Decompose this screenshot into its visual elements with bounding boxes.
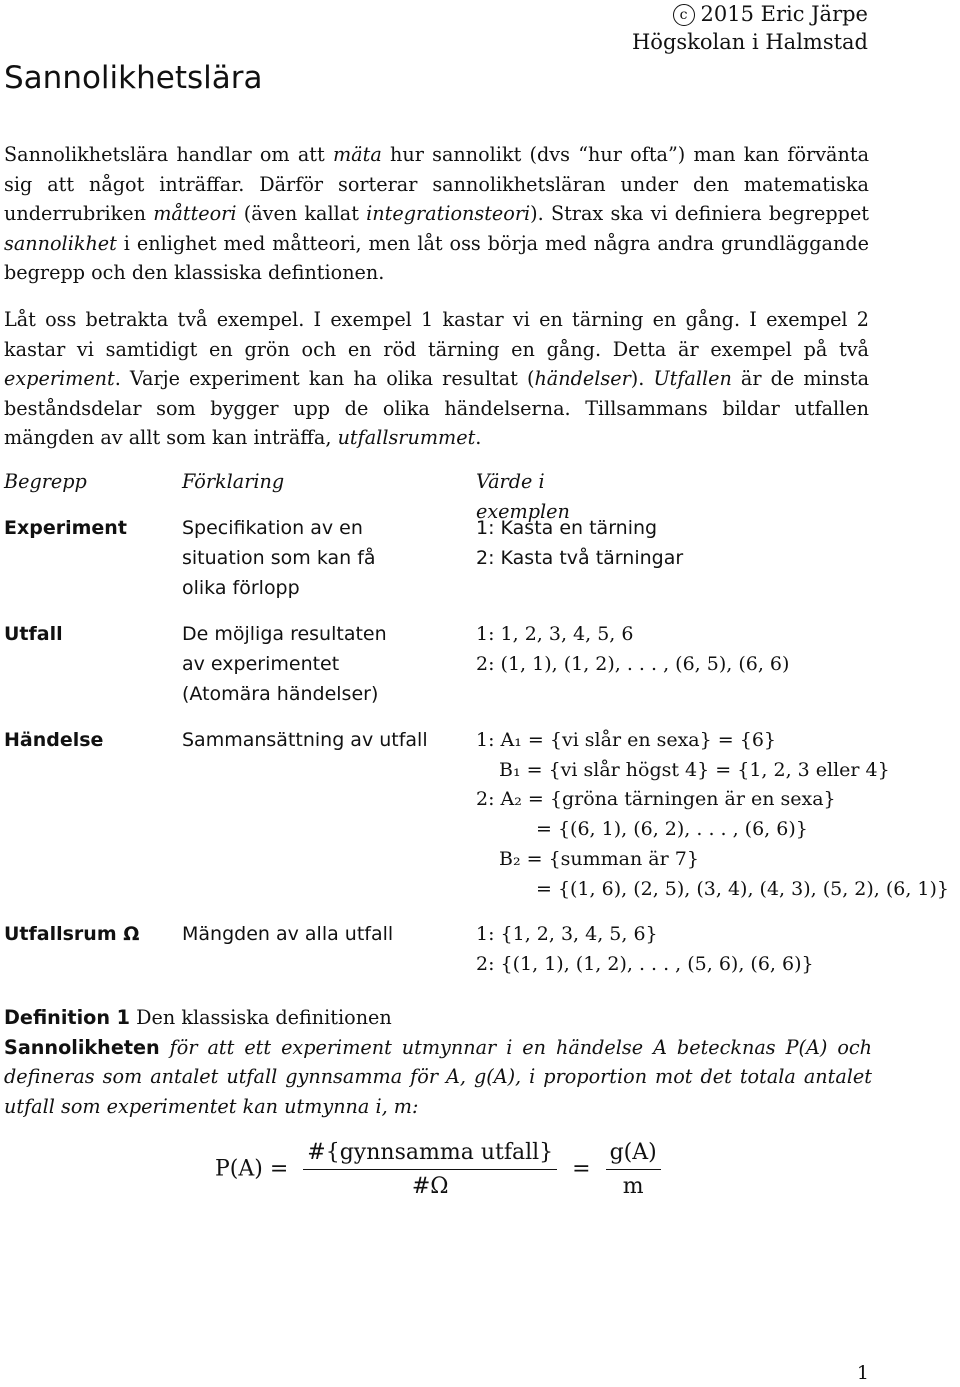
table-header-forklaring: Förklaring — [182, 470, 285, 493]
expl-handelse: Sammansättning av utfall — [182, 729, 428, 751]
formula-equals: = — [572, 1156, 591, 1182]
header-copyright — [632, 0, 868, 56]
value-handelse-5: B₂ = {summan är 7} — [499, 848, 699, 870]
expl-experiment-2: situation som kan få — [182, 547, 376, 569]
value-utfallsrum-2: 2: {(1, 1), (1, 2), . . . , (5, 6), (6, 6)} — [476, 953, 814, 975]
value-handelse-2: B₁ = {vi slår högst 4} = {1, 2, 3 eller 4} — [499, 759, 890, 781]
value-experiment-1: 1: Kasta en tärning — [476, 517, 658, 539]
table-header-varde: Värde i exemplen — [476, 470, 570, 523]
fraction-numerator-1: #{gynnsamma utfall} — [303, 1140, 557, 1170]
value-utfall-1: 1: 1, 2, 3, 4, 5, 6 — [476, 623, 634, 645]
definition-name: Den klassiska definitionen — [130, 1006, 392, 1029]
value-handelse-1: 1: A₁ = {vi slår en sexa} = {6} — [476, 729, 776, 751]
definition-term: Sannolikheten — [4, 1035, 160, 1059]
fraction-denominator-1: #Ω — [411, 1174, 449, 1199]
page-number: 1 — [856, 1362, 869, 1384]
header-institution-line: Högskolan i Halmstad — [631, 30, 868, 54]
fraction-denominator-2: m — [622, 1174, 644, 1199]
expl-experiment-3: olika förlopp — [182, 577, 300, 599]
value-experiment-2: 2: Kasta två tärningar — [476, 547, 684, 569]
definition-label: Definition 1 — [4, 1006, 131, 1029]
value-utfallsrum-1: 1: {1, 2, 3, 4, 5, 6} — [476, 923, 658, 945]
expl-utfall-2: av experimentet — [182, 653, 340, 675]
term-experiment: Experiment — [4, 517, 127, 539]
definition-text: för att ett experiment utmynnar i en händelse A betecknas P(A) och defineras som antalet utfall gynnsamma för A, g(A), i proportion mot det totala antalet utfall som experimentet kan utmynna i, m: — [4, 1035, 872, 1118]
probability-formula — [215, 1140, 669, 1199]
expl-utfallsrum: Mängden av alla utfall — [182, 923, 394, 945]
header-author-line: 2015 Eric Järpe — [700, 2, 868, 26]
fraction-symbols — [606, 1140, 661, 1199]
term-handelse: Händelse — [4, 729, 104, 751]
fraction-numerator-2: g(A) — [606, 1140, 661, 1170]
definition-block — [4, 1003, 872, 1121]
page-title: Sannolikhetslära — [4, 60, 263, 96]
formula-lhs: P(A) = — [215, 1156, 289, 1182]
expl-experiment-1: Specifikation av en — [182, 517, 363, 539]
term-utfall: Utfall — [4, 623, 63, 645]
expl-utfall-1: De möjliga resultaten — [182, 623, 387, 645]
fraction-counts — [303, 1140, 557, 1199]
value-handelse-6: = {(1, 6), (2, 5), (3, 4), (4, 3), (5, 2), (6, 1)} — [536, 878, 950, 900]
value-handelse-3: 2: A₂ = {gröna tärningen är en sexa} — [476, 788, 836, 810]
copyright-icon: c — [673, 4, 695, 26]
value-handelse-4: = {(6, 1), (6, 2), . . . , (6, 6)} — [536, 818, 808, 840]
examples-paragraph: Låt oss betrakta två exempel. I exempel 1 kastar vi en tärning en gång. I exempel 2 kastar vi samtidigt en grön och en röd tärning en gång. Detta är exempel på två experiment. Varje experiment kan ha olika resultat (händelser). Utfallen är de minsta beståndsdelar som bygger upp de olika händelserna. Tillsammans bildar utfallen mängden av allt som kan inträffa, utfallsrummet. — [4, 308, 870, 450]
intro-paragraph: Sannolikhetslära handlar om att mäta hur sannolikt (dvs “hur ofta”) man kan förvänta sig att något inträffar. Därför sorterar sannolikhetsläran under den matematiska underrubriken måtteori (även kallat integrationsteori). Strax ska vi definiera begreppet sannolikhet i enlighet med måtteori, men låt oss börja med några andra grundläggande begrepp och den klassiska defintionen. — [4, 143, 870, 285]
term-utfallsrum: Utfallsrum Ω — [4, 923, 140, 945]
table-header-begrepp: Begrepp — [4, 470, 87, 493]
expl-utfall-3: (Atomära händelser) — [182, 683, 379, 705]
value-utfall-2: 2: (1, 1), (1, 2), . . . , (6, 5), (6, 6) — [476, 653, 790, 675]
